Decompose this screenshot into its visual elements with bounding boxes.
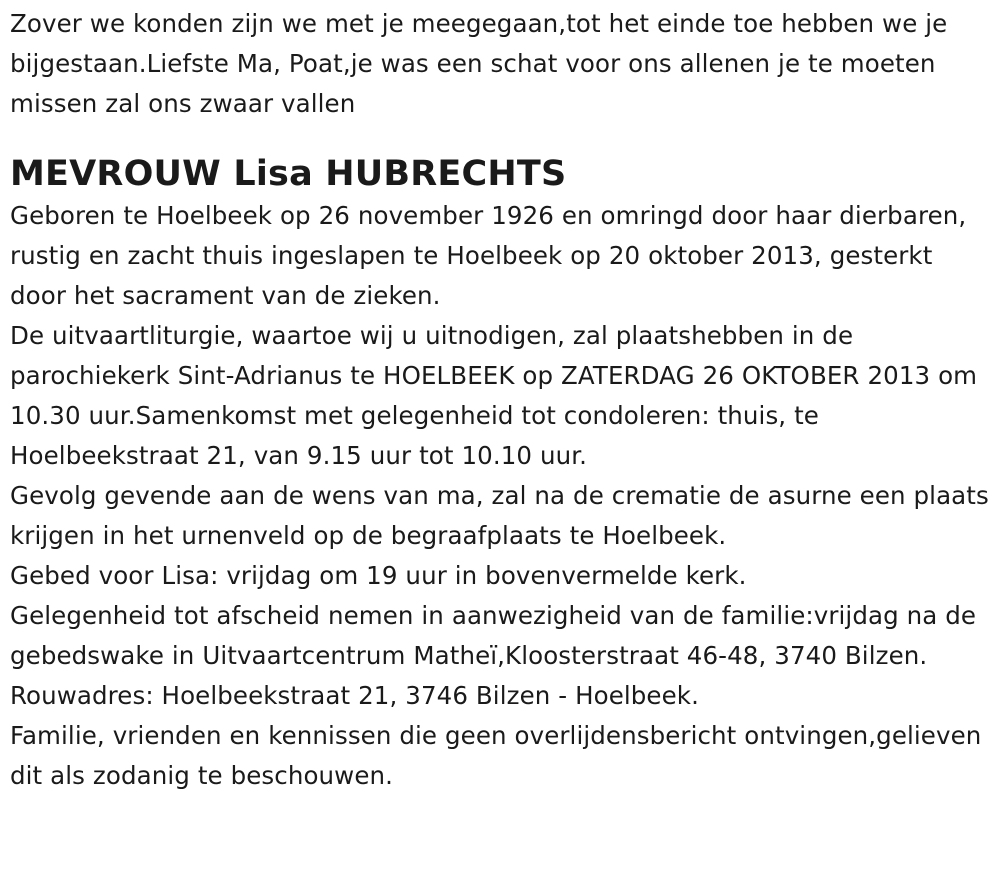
mourning-address-paragraph: Rouwadres: Hoelbeekstraat 21, 3746 Bilzen - Hoelbeek.	[10, 681, 699, 710]
farewell-paragraph: Gelegenheid tot afscheid nemen in aanwezigheid van de familie:vrijdag na de gebedswake in Uitvaartcentrum Matheï,Kloosterstraat 46-48, 3740 Bilzen.	[10, 601, 977, 670]
funeral-liturgy-paragraph: De uitvaartliturgie, waartoe wij u uitnodigen, zal plaatshebben in de parochiekerk Sint-Adrianus te HOELBEEK op ZATERDAG 26 OKTOBER 2013 om 10.30 uur.Samenkomst met gelegenheid tot condoleren: thuis, te Hoelbeekstraat 21, van 9.15 uur tot 10.10 uur.	[10, 321, 978, 470]
intro-poem: Zover we konden zijn we met je meegegaan,tot het einde toe hebben we je bijgestaan.Liefste Ma, Poat,je was een schat voor ons allenen je te moeten missen zal ons zwaar vallen	[10, 9, 948, 118]
cremation-paragraph: Gevolg gevende aan de wens van ma, zal na de crematie de asurne een plaats krijgen in het urnenveld op de begraafplaats te Hoelbeek.	[10, 481, 989, 550]
deceased-name-heading: MEVROUW Lisa HUBRECHTS	[10, 154, 567, 194]
birth-death-paragraph: Geboren te Hoelbeek op 26 november 1926 en omringd door haar dierbaren, rustig en zacht thuis ingeslapen te Hoelbeek op 20 oktober 2013, gesterkt door het sacrament van de zieken.	[10, 201, 967, 310]
family-notice-paragraph: Familie, vrienden en kennissen die geen overlijdensbericht ontvingen,gelieven dit als zodanig te beschouwen.	[10, 721, 982, 790]
prayer-paragraph: Gebed voor Lisa: vrijdag om 19 uur in bovenvermelde kerk.	[10, 561, 747, 590]
notice-body	[10, 196, 994, 796]
obituary-notice	[10, 0, 994, 796]
